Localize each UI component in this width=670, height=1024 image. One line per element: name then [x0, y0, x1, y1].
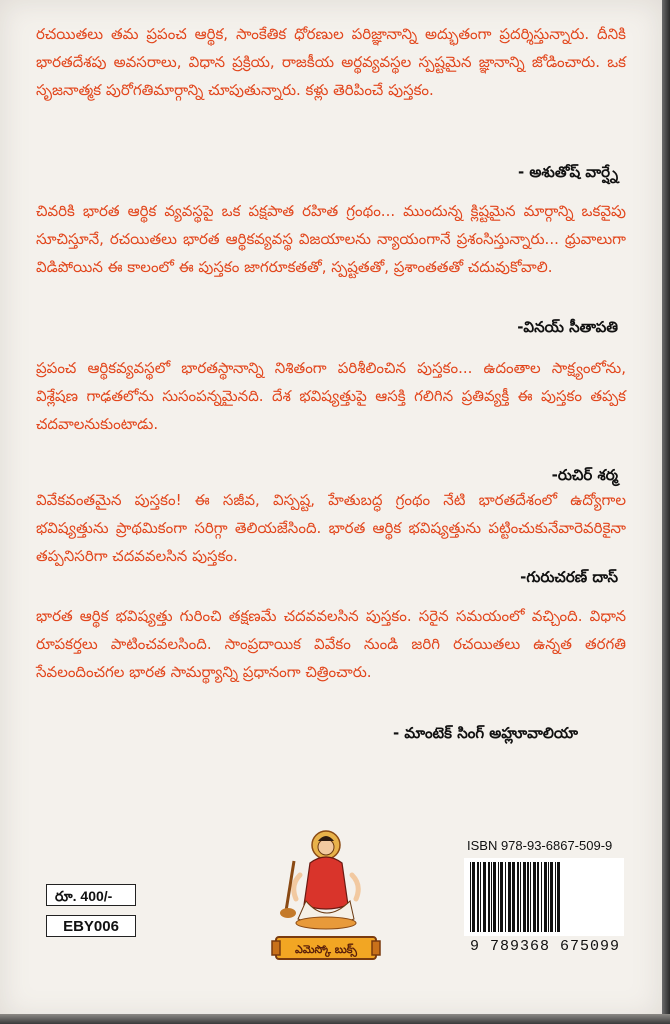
barcode-bar — [520, 862, 521, 932]
barcode-bar — [541, 862, 542, 932]
barcode-digits: 9 789368 675099 — [470, 938, 621, 955]
barcode-bar — [472, 862, 475, 932]
barcode-bar — [483, 862, 486, 932]
barcode-bar — [505, 862, 506, 932]
cover-edge-shadow — [662, 0, 670, 1024]
barcode-bar — [550, 862, 553, 932]
review-author-1: - అశుతోష్ వార్ష్నే — [517, 163, 618, 181]
cover-bottom-edge — [0, 1014, 670, 1024]
barcode-bar — [523, 862, 526, 932]
barcode-bar — [491, 862, 492, 932]
barcode-bar — [544, 862, 547, 932]
barcode-bar — [530, 862, 531, 932]
barcode-bar — [470, 862, 471, 932]
review-author-2: -వినయ్ సీతాపతి — [517, 318, 618, 336]
review-quote-5: భారత ఆర్థిక భవిష్యత్తు గురించి తక్షణమే చదవవలసిన పుస్తకం. సరైన సమయంలో వచ్చింది. విధాన రూపకర్తలు పాటించవలసింది. సాంప్రదాయిక వివేకం నుండి జరిగి రచయితలు ఉన్నత తరగతి సేవలందించగల భారత సామర్థ్యాన్ని ప్రధానంగా చిత్రించారు. — [36, 607, 626, 681]
review-quote-2: చివరికి భారత ఆర్థిక వ్యవస్థపై ఒక పక్షపాత రహిత గ్రంథం... ముందున్న క్లిష్టమైన మార్గాన్ని ఒకవైపు సూచిస్తూనే, రచయితలు భారత ఆర్థికవ్యవస్థ విజయాలను న్యాయంగానే ప్రశంసిస్తున్నారు... ధ్రువాలుగా విడిపోయిన ఈ కాలంలో ఈ పుస్తకం జాగరూకతతో, స్పష్టతతో, ప్రశాంతతతో చదువుకోవాలి. — [36, 202, 626, 276]
book-code-label: EBY006 — [46, 915, 136, 937]
barcode-bar — [517, 862, 519, 932]
barcode-bar — [498, 862, 499, 932]
barcode-bar — [527, 862, 529, 932]
barcode-bar — [537, 862, 539, 932]
price-label: రూ. 400/- — [46, 884, 136, 906]
barcode-bar — [533, 862, 536, 932]
publisher-name: ఎమెస్కో బుక్స్ — [295, 943, 357, 956]
barcode-bar — [557, 862, 560, 932]
barcode-bar — [500, 862, 503, 932]
isbn-label: ISBN 978-93-6867-509-9 — [467, 838, 613, 853]
review-quote-3: ప్రపంచ ఆర్థికవ్యవస్థలో భారతస్థానాన్ని నిశితంగా పరిశీలించిన పుస్తకం... ఉదంతాల సాక్ష్యంలోను, విశ్లేషణ గాఢతలోను సుసంపన్నమైనది. దేశ భవిష్యత్తుపై ఆసక్తి గలిగిన ప్రతివ్యక్తీ ఈ పుస్తకం తప్పక చదవాలనుకుంటాడు. — [36, 359, 626, 433]
barcode-bar — [493, 862, 496, 932]
publisher-logo — [270, 815, 382, 965]
barcode — [464, 858, 624, 936]
review-author-3: -రుచిర్ శర్మ — [551, 466, 618, 484]
barcode-bar — [477, 862, 479, 932]
barcode-bar — [480, 862, 481, 932]
review-author-4: -గురుచరణ్ దాస్ — [520, 568, 618, 586]
barcode-bar — [548, 862, 549, 932]
review-quote-1: రచయితలు తమ ప్రపంచ ఆర్థిక, సాంకేతిక ధోరణుల పరిజ్ఞానాన్ని అద్భుతంగా ప్రదర్శిస్తున్నారు. దీనికి భారతదేశపు అవసరాలు, విధాన ప్రక్రియ, రాజకీయ అర్థవ్యవస్థల స్పష్టమైన జ్ఞానాన్ని జోడించారు. ఒక సృజనాత్మక పురోగతిమార్గాన్ని చూపుతున్నారు. కళ్లు తెరిపించే పుస్తకం. — [36, 25, 626, 99]
barcode-bar — [508, 862, 511, 932]
barcode-bar — [555, 862, 556, 932]
barcode-bar — [488, 862, 490, 932]
review-author-5: - మాంటెక్ సింగ్ అహ్లూవాలియా — [392, 724, 578, 742]
barcode-bar — [512, 862, 515, 932]
barcode-bars — [464, 858, 624, 936]
review-quote-4: వివేకవంతమైన పుస్తకం! ఈ సజీవ, విస్పష్ట, హేతుబద్ధ గ్రంథం నేటి భారతదేశంలో ఉద్యోగాల భవిష్యత్తును ప్రాథమికంగా సరిగ్గా తెలియజేసింది. భారత ఆర్థిక భవిష్యత్తును పట్టించుకునేవారెవరికైనా తప్పనిసరిగా చదవవలసిన పుస్తకం. — [36, 491, 626, 565]
